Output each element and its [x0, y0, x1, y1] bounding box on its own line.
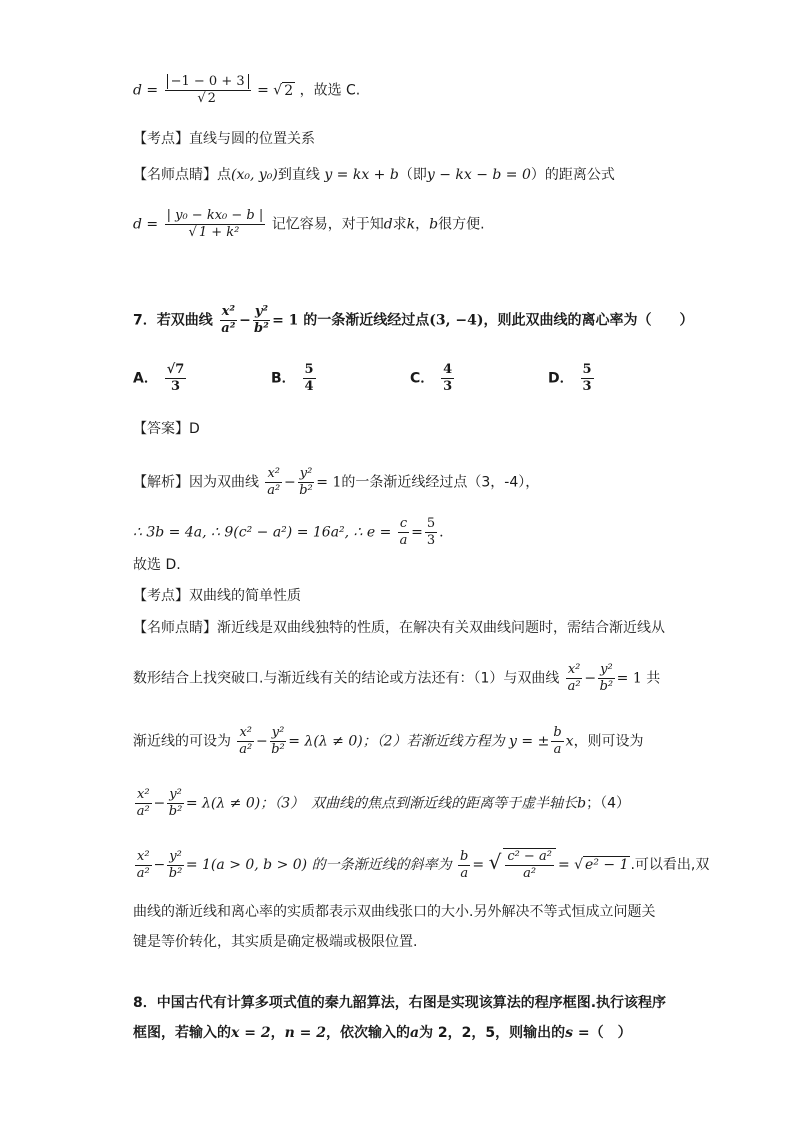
kaodian-1: 【考点】直线与圆的位置关系	[133, 131, 315, 147]
option-d: D． $\frac{5}{3}$	[548, 362, 592, 394]
jiexi: 【解析】因为双曲线 $\frac{\text{x²}}{\text{a²}}$ − $\frac{\text{y²}}{\text{b²}}$ = 1的一条渐近线经过点（3，-4），	[133, 466, 540, 498]
kaodian-2: 【考点】双曲线的简单性质	[133, 588, 301, 604]
question-7: 7．若双曲线 $\frac{\text{x²}}{\text{a²}}$ − $\frac{\text{y²}}{\text{b²}}$ = 1 的一条渐近线经过点(3, −4)，则此双曲线的离心率为（ ）	[133, 304, 694, 336]
mingshi-2-line-3: 渐近线的可设为 $\frac{\text{x²}}{\text{a²}}$ − $\frac{\text{y²}}{\text{b²}}$ = λ(λ ≠ 0)；（2）若渐近线方程为 y = ± $\frac{b}{a}$ x，则可设为	[133, 725, 644, 757]
derivation: ∴ 3b = 4a, ∴ 9(c² − a²) = 16a², ∴ e = $\frac{c}{a}$ = $\frac{5}{3}$ .	[133, 516, 444, 548]
mingshi-1: 【名师点睛】点(x₀, y₀)到直线 y = kx + b（即y − kx − b = 0）的距离公式	[133, 167, 615, 183]
option-a: A． $\frac{√7}{3}$	[133, 362, 185, 394]
mingshi-2-line-5: $\frac{\text{x²}}{\text{a²}}$ − $\frac{\text{y²}}{\text{b²}}$ = 1(a > 0, b > 0) 的一条渐近线的斜率为 $\frac{b}{a}$ = √ $\frac{\text{c² − a²}}{\text{a²}}$ = √ e² − 1 .可以看出,双	[136, 848, 710, 881]
option-c: C． $\frac{4}{3}$	[410, 362, 453, 394]
mingshi-2-line-7: 键是等价转化，其实质是确定极端或极限位置.	[133, 934, 418, 950]
mingshi-2-line-2: 数形结合上找突破口.与渐近线有关的结论或方法还有：（1）与双曲线 $\frac{\text{x²}}{\text{a²}}$ − $\frac{\text{y²}}{\text{b²}}$ = 1 共	[133, 662, 661, 694]
mingshi-2-line-4: $\frac{\text{x²}}{\text{a²}}$ − $\frac{\text{y²}}{\text{b²}}$ = λ(λ ≠ 0)；（3） 双曲线的焦点到渐近线的距离等于虚半轴长b；（4）	[136, 787, 631, 819]
answer: 【答案】D	[133, 421, 200, 437]
question-8-line-1: 8．中国古代有计算多项式值的秦九韶算法，右图是实现该算法的程序框图.执行该程序	[133, 995, 667, 1011]
distance-result-line: d = $\frac{-1 - 0 + 3}{√ 2}$ = √ 2 ，故选 C.	[133, 74, 361, 106]
mingshi-2-line-1: 【名师点睛】渐近线是双曲线独特的性质，在解决有关双曲线问题时，需结合渐近线从	[133, 620, 665, 636]
option-b: B． $\frac{5}{4}$	[271, 362, 314, 394]
mingshi-2-line-6: 曲线的渐近线和离心率的实质都表示双曲线张口的大小.另外解决不等式恒成立问题关	[133, 904, 656, 920]
distance-formula: d = $\frac{\text{| y₀ − kx₀ − b |}}{\text{√ 1 + k²}}$ 记忆容易，对于知d求k，b很方便.	[133, 208, 485, 240]
guxuan-d: 故选 D.	[133, 557, 181, 573]
question-8-line-2: 框图，若输入的x = 2，n = 2，依次输入的a为 2，2，5，则输出的s =（ ）	[133, 1025, 632, 1041]
distance-fraction: $\frac{-1 - 0 + 3}{√ 2}$	[165, 74, 251, 107]
